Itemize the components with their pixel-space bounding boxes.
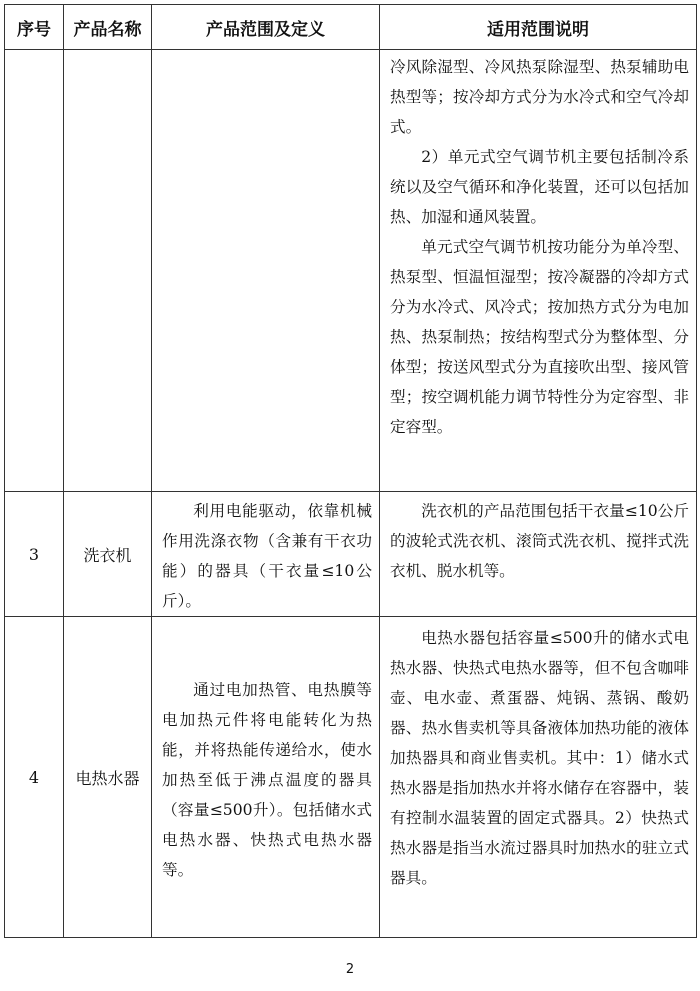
row-product-name: 电热水器	[64, 617, 152, 938]
row-no	[5, 50, 64, 492]
scope-paragraph: 单元式空气调节机按功能分为单冷型、热泵型、恒温恒湿型；按冷凝器的冷却方式分为水冷式、风冷式；按加热方式分为电加热、热泵制热；按结构型式分为整体型、分体型；按送风型式分为直接吹出型、接风管型；按空调机能力调节特性分为定容型、非定容型。	[390, 238, 689, 436]
header-product-definition: 产品范围及定义	[152, 5, 380, 50]
product-table	[4, 4, 697, 938]
definition-text: 利用电能驱动，依靠机械作用洗涤衣物（含兼有干衣功能）的器具（干衣量≤10公斤）。	[162, 502, 372, 610]
header-no: 序号	[5, 5, 64, 50]
scope-paragraph: 冷风除湿型、冷风热泵除湿型、热泵辅助电热型等；按冷却方式分为水冷式和空气冷却式。	[390, 58, 689, 136]
definition-text: 通过电加热管、电热膜等电加热元件将电能转化为热能，并将热能传递给水，使水加热至低于沸点温度的器具（容量≤500升）。包括储水式电热水器、快热式电热水器等。	[162, 681, 372, 879]
table-row	[5, 617, 697, 938]
row-scope	[380, 50, 697, 492]
row-product-name: 洗衣机	[64, 492, 152, 617]
row-definition	[152, 492, 380, 617]
header-product-name: 产品名称	[64, 5, 152, 50]
scope-paragraph: 电热水器包括容量≤500升的储水式电热水器、快热式电热水器等，但不包含咖啡壶、电水壶、煮蛋器、炖锅、蒸锅、酸奶器、热水售卖机等具备液体加热功能的液体加热器具和商业售卖机。其中：1）储水式热水器是指加热水并将水储存在容器中，装有控制水温装置的固定式器具。2）快热式热水器是指当水流过器具时加热水的驻立式器具。	[390, 629, 689, 887]
row-product-name	[64, 50, 152, 492]
scope-paragraph: 洗衣机的产品范围包括干衣量≤10公斤的波轮式洗衣机、滚筒式洗衣机、搅拌式洗衣机、脱水机等。	[390, 502, 689, 580]
row-scope	[380, 617, 697, 938]
row-definition	[152, 617, 380, 938]
table-row	[5, 492, 697, 617]
page-number: 2	[345, 962, 355, 977]
row-no: 3	[5, 492, 64, 617]
header-scope-notes: 适用范围说明	[380, 5, 697, 50]
table-row	[5, 50, 697, 492]
row-definition	[152, 50, 380, 492]
scope-paragraph: 2）单元式空气调节机主要包括制冷系统以及空气循环和净化装置，还可以包括加热、加湿和通风装置。	[390, 148, 689, 226]
row-scope	[380, 492, 697, 617]
row-no: 4	[5, 617, 64, 938]
header-row	[5, 5, 697, 50]
